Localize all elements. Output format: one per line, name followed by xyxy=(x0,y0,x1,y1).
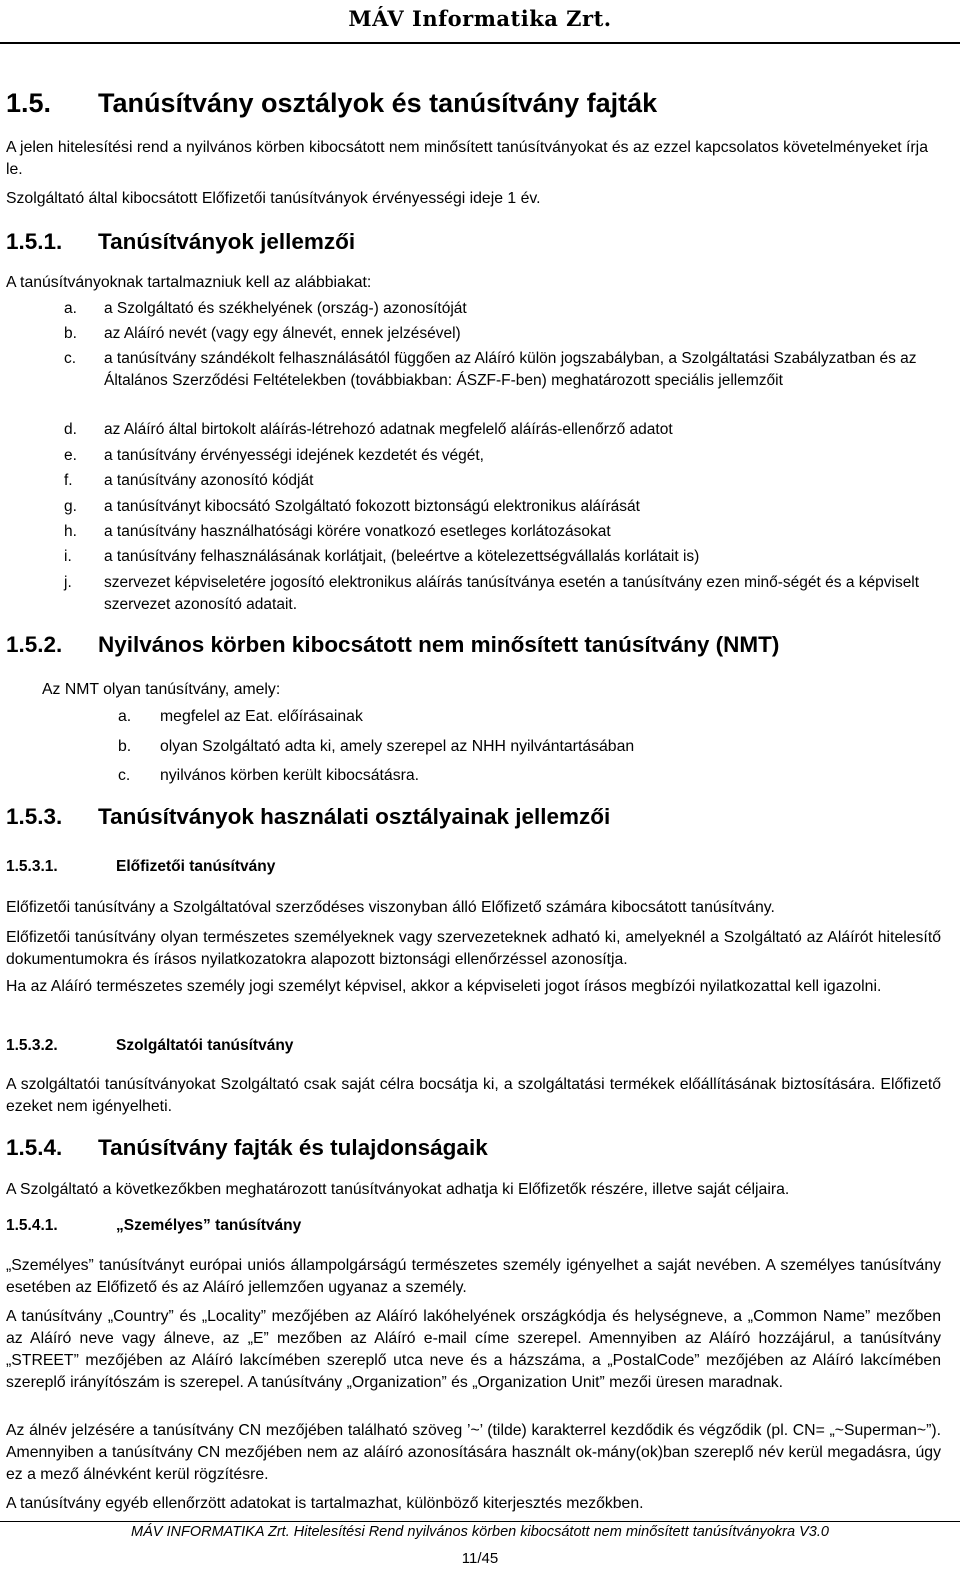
paragraph: Szolgáltató által kibocsátott Előfizetői tanúsítványok érvényességi ideje 1 év. xyxy=(6,190,541,207)
section-number: 1.5. xyxy=(6,88,52,118)
list-item xyxy=(0,765,960,789)
section-title: Tanúsítványok használati osztályainak jellemzői xyxy=(98,804,611,829)
list-text: a Szolgáltató és székhelyének (ország-) azonosítóját xyxy=(104,300,467,317)
paragraph: A Szolgáltató a következőkben meghatározott tanúsítványokat adhatja ki Előfizetők részére, illetve saját céljaira. xyxy=(6,1181,790,1198)
subsection-heading-1-5-3-1 xyxy=(6,858,275,876)
paragraph: „Személyes” tanúsítványt európai uniós állampolgárságú természetes személy igényelhet a saját nevében. A személyes tanúsítvány esetében az Előfizető és az Aláíró jellemzően ugyanaz a személy. xyxy=(6,1257,941,1296)
list-marker: j. xyxy=(64,574,72,591)
list-marker: c. xyxy=(118,767,131,784)
list-text: olyan Szolgáltató adta ki, amely szerepel az NHH nyilvántartásában xyxy=(160,738,635,755)
list-text: megfelel az Eat. előírásainak xyxy=(160,708,363,725)
list-marker: e. xyxy=(64,447,77,464)
list-intro: Az NMT olyan tanúsítvány, amely: xyxy=(42,681,281,698)
list-item xyxy=(0,521,960,545)
list-text: a tanúsítvány szándékolt felhasználásától függően az Aláíró külön jogszabályban, a Szolgáltatási Szabályzatban és az Általános Szerződési Feltételekben (továbbiakban: ÁSZF-F-ben) meghatározott speciális jellemzőit xyxy=(104,350,917,389)
header-divider xyxy=(0,42,960,44)
list-text: a tanúsítványt kibocsátó Szolgáltató fokozott biztonságú elektronikus aláírását xyxy=(104,498,640,515)
list-item xyxy=(0,348,960,418)
list-marker: b. xyxy=(64,325,77,342)
section-title: „Személyes” tanúsítvány xyxy=(116,1217,302,1234)
list-marker: b. xyxy=(118,738,132,755)
section-heading-1-5-1 xyxy=(6,229,355,255)
list-text: a tanúsítvány érvényességi idejének kezdetét és végét, xyxy=(104,447,484,464)
list-item xyxy=(0,572,960,618)
section-number: 1.5.3.2. xyxy=(6,1037,58,1054)
section-title: Előfizetői tanúsítvány xyxy=(116,858,276,875)
paragraph: Előfizetői tanúsítvány a Szolgáltatóval szerződéses viszonyban álló Előfizető számára kibocsátott tanúsítvány. xyxy=(6,899,775,916)
list-marker: h. xyxy=(64,523,77,540)
paragraph: A tanúsítvány egyéb ellenőrzött adatokat is tartalmazhat, különböző kiterjesztés mezőkben. xyxy=(6,1495,644,1512)
section-number: 1.5.2. xyxy=(6,632,63,657)
list-marker: a. xyxy=(118,708,132,725)
list-text: a tanúsítvány azonosító kódját xyxy=(104,472,314,489)
section-heading-1-5-3 xyxy=(6,804,610,830)
list-marker: g. xyxy=(64,498,77,515)
list-item xyxy=(0,298,960,322)
list-marker: i. xyxy=(64,548,72,565)
list-marker: f. xyxy=(64,472,73,489)
section-number: 1.5.3. xyxy=(6,804,63,829)
list-text: szervezet képviseletére jogosító elektronikus aláírás tanúsítványa esetén a tanúsítvány ezen minő-ségét és a képviselt szervezet azonosító adatait. xyxy=(104,574,920,613)
section-number: 1.5.4.1. xyxy=(6,1217,58,1234)
section-title: Tanúsítvány fajták és tulajdonságaik xyxy=(98,1135,488,1160)
list-text: az Aláíró nevét (vagy egy álnevét, ennek jelzésével) xyxy=(104,325,461,342)
section-number: 1.5.4. xyxy=(6,1135,63,1160)
paragraph: A szolgáltatói tanúsítványokat Szolgáltató csak saját célra bocsátja ki, a szolgáltatási termékek előállításának biztosítására. Előfizető ezeket nem igényelheti. xyxy=(6,1076,941,1115)
section-title: Nyilvános körben kibocsátott nem minősített tanúsítvány (NMT) xyxy=(98,632,780,657)
list-intro: A tanúsítványoknak tartalmazniuk kell az alábbiakat: xyxy=(6,274,372,291)
paragraph: Az álnév jelzésére a tanúsítvány CN mezőjében található szöveg ’~’ (tilde) karakterrel kezdődik és végződik (pl. CN= „~Superman~”). Amennyiben a tanúsítvány CN mezőjében nem az aláíró azonosítására használt ok-mány(ok)ban szereplő név kerül megadásra, úgy ez a mező álnévként kerül rögzítésre. xyxy=(6,1422,941,1483)
subsection-heading-1-5-3-2 xyxy=(6,1037,293,1055)
section-number: 1.5.1. xyxy=(6,229,63,254)
footer-divider xyxy=(0,1521,960,1522)
list-item xyxy=(0,419,960,443)
list-item xyxy=(0,706,960,730)
section-heading-1-5 xyxy=(6,88,657,119)
list-item xyxy=(0,445,960,469)
list-text: nyilvános körben került kibocsátásra. xyxy=(160,767,420,784)
paragraph: Ha az Aláíró természetes személy jogi személyt képvisel, akkor a képviseleti jogot írásos megbízói nyilatkozattal kell igazolni. xyxy=(6,978,882,995)
page-footer: MÁV INFORMATIKA Zrt. Hitelesítési Rend nyilvános körben kibocsátott nem minősített tanúsítványokra V3.0 xyxy=(131,1524,829,1540)
list-text: a tanúsítvány felhasználásának korlátjait, (beleértve a kötelezettségvállalás korlátait is) xyxy=(104,548,700,565)
list-item xyxy=(0,496,960,520)
list-text: a tanúsítvány használhatósági körére vonatkozó esetleges korlátozásokat xyxy=(104,523,611,540)
section-title: Szolgáltatói tanúsítvány xyxy=(116,1037,294,1054)
page-number: 11/45 xyxy=(461,1550,499,1567)
section-number: 1.5.3.1. xyxy=(6,858,58,875)
list-item xyxy=(0,323,960,347)
section-heading-1-5-4 xyxy=(6,1135,488,1161)
list-text: az Aláíró által birtokolt aláírás-létrehozó adatnak megfelelő aláírás-ellenőrző adatot xyxy=(104,421,673,438)
paragraph: A tanúsítvány „Country” és „Locality” mezőjében az Aláíró lakóhelyének országkódja és helységneve, a „Common Name” mezőben az Aláíró neve vagy álneve, az „E” mezőben az Aláíró e-mail címe szerepel. Amennyiben az Aláíró hozzájárul, a tanúsítvány „STREET” mezőjében az Aláíró lakcímében szereplő utca neve és a házszáma, a „PostalCode” mezőjében az Aláíró lakcímében szereplő irányítószám is szerepel. A tanúsítvány „Organization” és „Organization Unit” mezői üresen maradnak. xyxy=(6,1308,941,1391)
section-heading-1-5-2 xyxy=(6,632,779,658)
list-marker: d. xyxy=(64,421,77,438)
paragraph: A jelen hitelesítési rend a nyilvános körben kibocsátott nem minősített tanúsítványokat és az ezzel kapcsolatos követelményeket írja le. xyxy=(6,139,928,178)
list-item xyxy=(0,736,960,760)
list-marker: c. xyxy=(64,350,77,367)
subsection-heading-1-5-4-1 xyxy=(6,1217,301,1235)
paragraph: Előfizetői tanúsítvány olyan természetes személyeknek vagy szervezeteknek adható ki, amelyeknél a Szolgáltató az Aláírót hitelesítő dokumentumokra és írásos nyilatkozatokra alapozott biztonsági ellenőrzéssel azonosítja. xyxy=(6,929,941,968)
list-marker: a. xyxy=(64,300,77,317)
list-item xyxy=(0,470,960,494)
list-item xyxy=(0,546,960,570)
section-title: Tanúsítványok jellemzői xyxy=(98,229,356,254)
page-header: MÁV Informatika Zrt. xyxy=(348,6,612,31)
section-title: Tanúsítvány osztályok és tanúsítvány fajták xyxy=(98,88,658,118)
